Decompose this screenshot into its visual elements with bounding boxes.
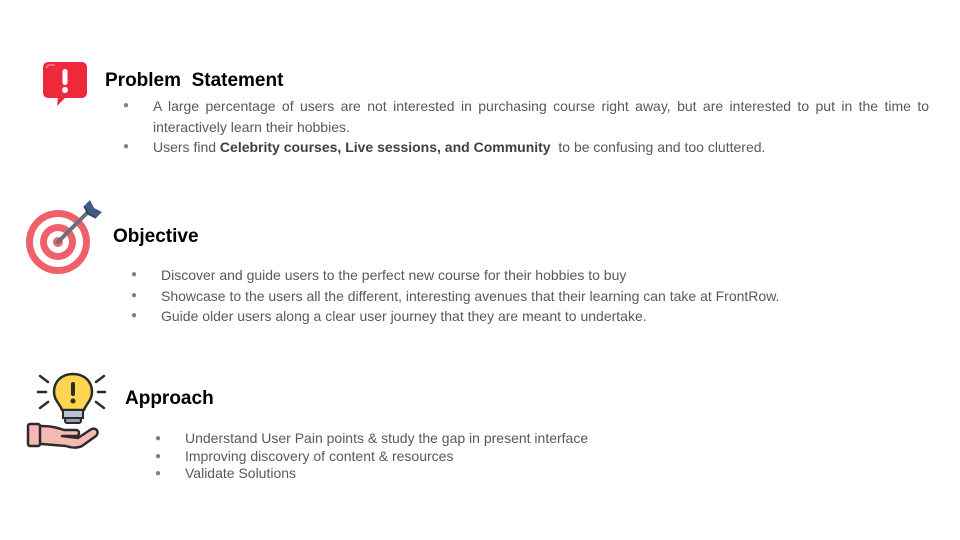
approach-heading: Approach xyxy=(125,388,214,409)
exclamation-speech-bubble-icon xyxy=(41,60,89,108)
bullet-text: Users find xyxy=(153,139,220,155)
list-item xyxy=(153,137,929,158)
lightbulb-hand-icon xyxy=(26,370,106,450)
problem-statement-list xyxy=(153,96,929,158)
list-item: ● A large percentage of users are not interested in purchasing course right away, but are interested to put in the time to interactively learn their hobbies. xyxy=(153,96,929,137)
objective-list xyxy=(161,265,921,327)
approach-list xyxy=(185,430,885,483)
list-item: ● Discover and guide users to the perfect new course for their hobbies to buy xyxy=(161,265,921,286)
objective-heading: Objective xyxy=(113,226,199,247)
bullet-bold-text: Celebrity courses, Live sessions, and Community xyxy=(219,139,551,155)
list-item: ● Showcase to the users all the different, interesting avenues that their learning can take at FrontRow. xyxy=(161,286,921,307)
list-item: ● Validate Solutions xyxy=(185,465,885,483)
list-item: ● Guide older users along a clear user journey that they are meant to undertake. xyxy=(161,306,921,327)
list-item: ● Understand User Pain points & study the gap in present interface xyxy=(185,430,885,448)
bullet-text: to be confusing and too cluttered. xyxy=(550,139,766,155)
target-arrow-icon xyxy=(24,200,102,278)
list-item: ● Improving discovery of content & resources xyxy=(185,448,885,466)
problem-statement-heading: Problem Statement xyxy=(105,70,284,91)
